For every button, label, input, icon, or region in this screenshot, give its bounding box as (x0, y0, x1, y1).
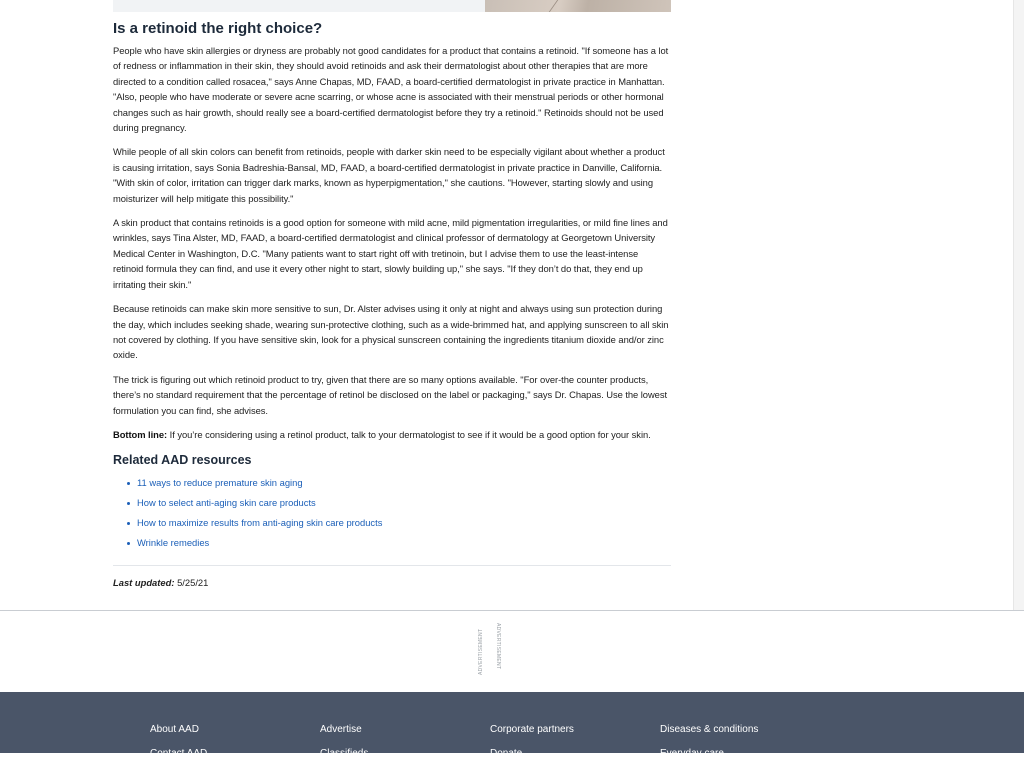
paragraph-choosing-product: The trick is figuring out which retinoid product to try, given that there are so many options available. "For over-the counter products, there’s no standard requirement that the percentage of retinol be disclosed on the label or packaging," says Dr. Chapas. Use the lowest formulation you can find, she advises. (113, 373, 668, 416)
footer-column (320, 718, 490, 766)
section-title: Is a retinoid the right choice? (113, 20, 323, 37)
bottom-line-text: If you’re considering using a retinol product, talk to your dermatologist to see if it would be a good option for your skin. (167, 428, 651, 440)
footer-column (660, 718, 830, 766)
related-resources-title: Related AAD resources (113, 453, 252, 468)
footer-link-diseases-conditions[interactable]: Diseases & conditions (660, 724, 759, 735)
last-updated-date: 5/25/21 (174, 577, 209, 589)
list-item (127, 533, 671, 553)
footer-column (150, 718, 320, 766)
article-photo (485, 0, 671, 12)
related-link-wrinkle-remedies[interactable]: Wrinkle remedies (137, 537, 210, 549)
bottom-line-label: Bottom line: (113, 428, 168, 440)
list-item (127, 473, 671, 493)
advertisement-band (0, 610, 1024, 693)
list-item (127, 513, 671, 533)
site-footer (0, 692, 1024, 759)
top-image-strip (113, 0, 671, 12)
footer-link-corporate-partners[interactable]: Corporate partners (490, 724, 574, 735)
related-link-maximize-results[interactable]: How to maximize results from anti-aging skin care products (137, 517, 383, 529)
callout-box (113, 0, 485, 12)
paragraph-good-option: A skin product that contains retinoids is a good option for someone with mild acne, mild pigmentation irregularities, or mild fine lines and wrinkles, says Tina Alster, MD, FAAD, a board-certified dermatologist and clinical professor of dermatology at Georgetown University Medical Center in Washington, D.C. "Many patients want to start right off with tretinoin, but I advise them to use the least-intense retinoid formula they can find, and use it every other night to start, slowly building up," she says. "If they don’t do that, they end up irritating their skin." (113, 217, 668, 290)
related-link-skin-aging[interactable]: 11 ways to reduce premature skin aging (137, 477, 303, 489)
related-link-select-products[interactable]: How to select anti-aging skin care products (137, 497, 316, 509)
paragraph-allergies: People who have skin allergies or dryness are probably not good candidates for a product that contains a retinoid. "If someone has a lot of redness or inflammation in their skin, they should avoid retinoids and ask their dermatologist about other therapies that are more directed to a condition called rosacea," says Anne Chapas, MD, FAAD, a board-certified dermatologist in private practice in Manhattan. "Also, people who have moderate or severe acne scarring, or whose acne is associated with their menstrual periods or other hormonal changes such as hair growth, should really see a board-certified dermatologist before they try a retinoid." Retinoids should not be used during pregnancy. (113, 45, 669, 134)
footer-link-donate[interactable]: Donate (490, 748, 523, 759)
article-body (113, 0, 671, 590)
advertisement-label: ADVERTISEMENT (495, 623, 501, 670)
footer-link-about-aad[interactable]: About AAD (150, 724, 199, 735)
footer-column (490, 718, 660, 766)
footer-link-advertise[interactable]: Advertise (320, 724, 362, 735)
paragraph-sun-sensitivity: Because retinoids can make skin more sensitive to sun, Dr. Alster advises using it only at night and always using sun protection during the day, which includes seeking shade, wearing sun-protective clothing, such as a wide-brimmed hat, and applying sunscreen to all skin not covered by clothing. If you have sensitive skin, look for a physical sunscreen containing the ingredients titanium dioxide and/or zinc oxide. (113, 303, 669, 361)
footer-link-everyday-care[interactable]: Everyday care (660, 748, 724, 759)
advertisement-label: ADVERTISEMENT (478, 628, 484, 675)
scrollbar-track[interactable] (1013, 0, 1024, 610)
bottom-line (113, 427, 671, 442)
paragraph-skin-colors: While people of all skin colors can benefit from retinoids, people with darker skin need to be especially vigilant about whether a product is causing irritation, says Sonia Badreshia-Bansal, MD, FAAD, a board-certified dermatologist in private practice in Danville, California. "With skin of color, irritation can trigger dark marks, known as hyperpigmentation," she cautions. "However, starting slowly and using moisturizer will help mitigate this possibility." (113, 146, 665, 204)
footer-link-contact-aad[interactable]: Contact AAD (150, 748, 208, 759)
last-updated (113, 576, 671, 590)
footer-link-classifieds[interactable]: Classifieds (320, 748, 369, 759)
divider (113, 565, 671, 566)
related-resources-list (113, 473, 671, 553)
list-item (127, 493, 671, 513)
last-updated-label: Last updated: (113, 577, 175, 589)
